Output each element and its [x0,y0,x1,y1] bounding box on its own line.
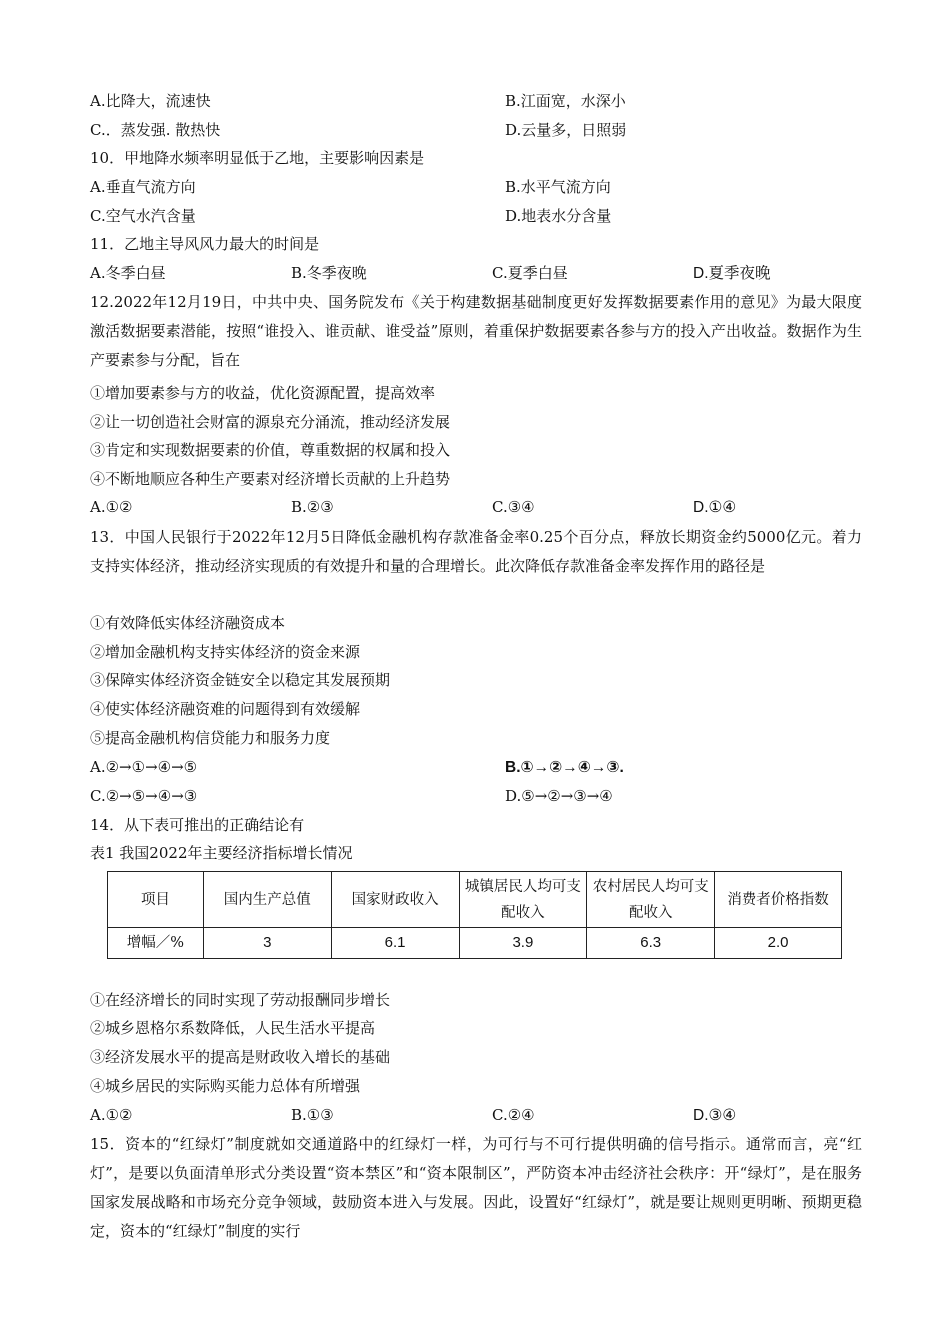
table-caption: 表1 我国2022年主要经济指标增长情况 [90,844,353,862]
q11-option-a: A.冬季白昼 [90,264,166,282]
q11-option-d: D.夏季夜晚 [693,265,771,282]
q13-option-b: B.①→②→④→③. [505,759,624,776]
q14-option-a: A.①② [90,1106,133,1124]
q9-option-c: C.．蒸发强. 散热快 [90,121,221,139]
q14-stem: 14．从下表可推出的正确结论有 [90,816,305,834]
table-header-cell: 城镇居民人均可支配收入 [459,872,587,928]
table-header-row [108,872,842,928]
table-header-cell: 消费者价格指数 [715,872,842,928]
q10-option-b: B.水平气流方向 [505,178,611,196]
q14-item-3: ③经济发展水平的提高是财政收入增长的基础 [90,1048,391,1066]
q13-option-a: A.②→①→④→⑤ [90,758,198,776]
q13-item-3: ③保障实体经济资金链安全以稳定其发展预期 [90,671,391,689]
q13-item-2: ②增加金融机构支持实体经济的资金来源 [90,643,361,661]
q10-option-c: C.空气水汽含量 [90,207,196,225]
q10-stem: 10．甲地降水频率明显低于乙地，主要影响因素是 [90,149,425,167]
q9-option-a: A.比降大，流速快 [90,92,211,110]
q13-option-d: D.⑤→②→③→④ [505,787,613,805]
q12-item-2: ②让一切创造社会财富的源泉充分涌流，推动经济发展 [90,413,451,431]
q10-option-a: A.垂直气流方向 [90,178,196,196]
q11-stem: 11．乙地主导风风力最大的时间是 [90,235,320,253]
q13-stem: 13．中国人民银行于2022年12月5日降低金融机构存款准备金率0.25个百分点，释放长期资金约5000亿元。着力支持实体经济，推动经济实现质的有效提升和量的合理增长。此次降低存款准备金率发挥作用的路径是 [90,528,862,575]
q12-item-3: ③肯定和实现数据要素的价值，尊重数据的权属和投入 [90,441,451,459]
table-row [108,928,842,959]
q10-option-d: D.地表水分含量 [505,207,612,225]
q14-option-d: D.③④ [693,1107,737,1124]
q9-option-d: D.云量多，日照弱 [505,121,627,139]
q14-item-1: ①在经济增长的同时实现了劳动报酬同步增长 [90,991,391,1009]
q15-stem: 15．资本的“红绿灯”制度就如交通道路中的红绿灯一样，为可行与不可行提供明确的信号指示。通常而言，亮“红灯”，是要以负面清单形式分类设置“资本禁区”和“资本限制区”，严防资本冲击经济社会秩序：开“绿灯”，是在服务国家发展战略和市场充分竞争领域，鼓励资本进入与发展。因此，设置好“红绿灯”，就是要让规则更明晰、预期更稳定，资本的“红绿灯”制度的实行 [90,1135,862,1240]
table-header-cell: 农村居民人均可支配收入 [587,872,715,928]
table-header-cell: 国内生产总值 [203,872,331,928]
table-cell: 3.9 [459,928,587,959]
q11-option-b: B.冬季夜晚 [291,264,367,282]
q12-item-1: ①增加要素参与方的收益，优化资源配置，提高效率 [90,384,436,402]
economic-indicators-table [107,871,842,959]
table-cell: 6.3 [587,928,715,959]
table-header-cell: 国家财政收入 [331,872,459,928]
q12-option-d: D.①④ [693,499,737,516]
q13-option-c: C.②→⑤→④→③ [90,787,198,805]
q14-option-b: B.①③ [291,1106,334,1124]
q11-option-c: C.夏季白昼 [492,264,568,282]
q12-stem: 12.2022年12月19日，中共中央、国务院发布《关于构建数据基础制度更好发挥数据要素作用的意见》为最大限度激活数据要素潜能，按照“谁投入、谁贡献、谁受益”原则，着重保护数据要素各参与方的投入产出收益。数据作为生产要素参与分配，旨在 [90,293,862,369]
table-cell: 6.1 [331,928,459,959]
table-cell: 3 [203,928,331,959]
q12-item-4: ④不断地顺应各种生产要素对经济增长贡献的上升趋势 [90,470,451,488]
table-cell: 2.0 [715,928,842,959]
q12-option-c: C.③④ [492,498,535,516]
q12-option-a: A.①② [90,498,133,516]
q13-item-4: ④使实体经济融资难的问题得到有效缓解 [90,700,361,718]
q14-item-4: ④城乡居民的实际购买能力总体有所增强 [90,1077,361,1095]
q14-item-2: ②城乡恩格尔系数降低，人民生活水平提高 [90,1019,376,1037]
q13-item-5: ⑤提高金融机构信贷能力和服务力度 [90,729,331,747]
q14-option-c: C.②④ [492,1106,535,1124]
q12-option-b: B.②③ [291,498,334,516]
q9-option-b: B.江面宽，水深小 [505,92,626,110]
q13-item-1: ①有效降低实体经济融资成本 [90,614,286,632]
table-header-cell: 项目 [108,872,204,928]
table-cell: 增幅／% [108,928,204,959]
